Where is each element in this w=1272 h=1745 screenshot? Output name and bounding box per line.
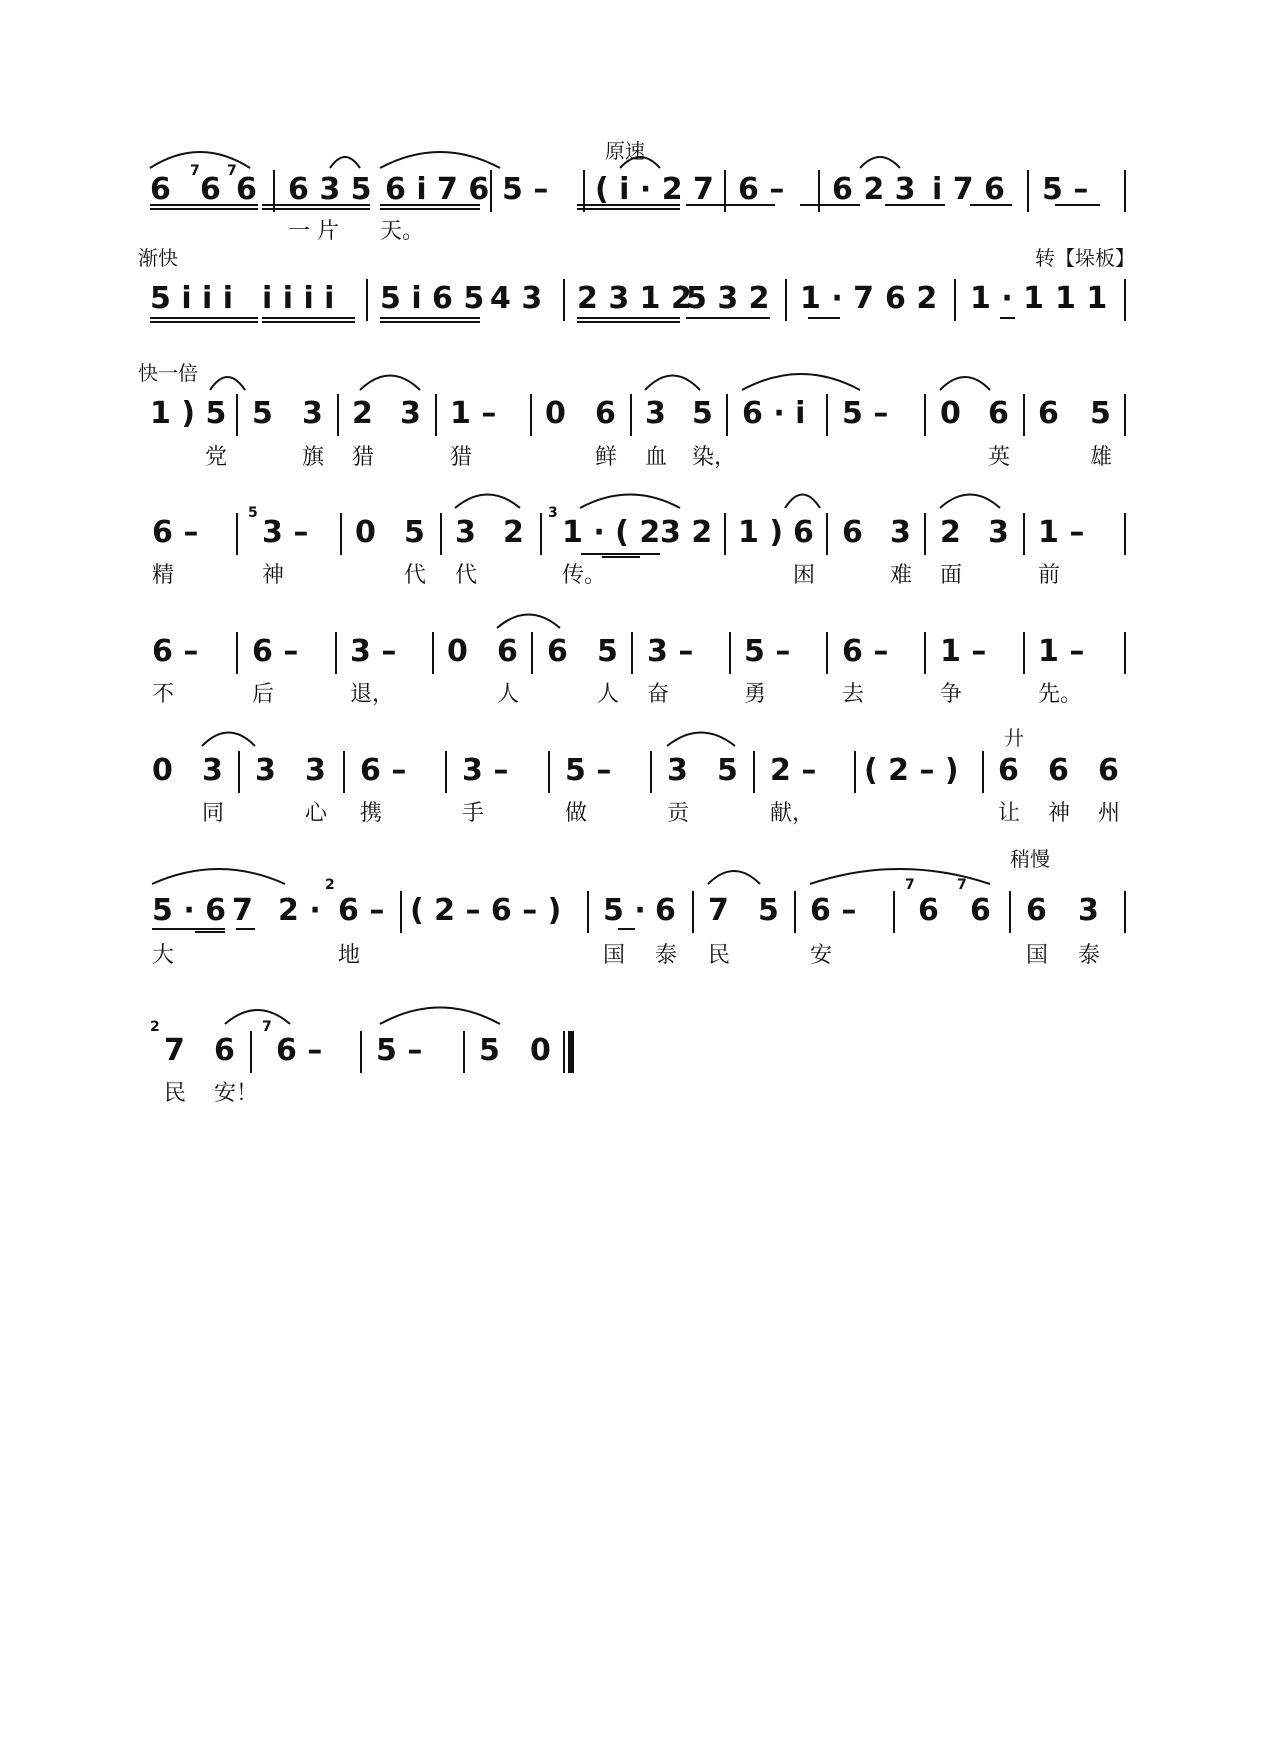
note: 3 — [667, 753, 688, 788]
note: 3 — [202, 753, 223, 788]
barline — [650, 751, 652, 793]
note-group: 1 · ( 2 — [562, 515, 661, 550]
barline — [753, 751, 755, 793]
note-group: 1 · 1 — [970, 281, 1045, 316]
barline — [440, 513, 442, 555]
lyric: 天。 — [380, 219, 425, 244]
note-group: 5 i i i — [150, 281, 234, 316]
lyric: 民 — [164, 1081, 187, 1106]
barline — [563, 279, 565, 321]
barline — [826, 513, 828, 555]
note: 3 — [455, 515, 476, 550]
tempo-mark: 快一倍 — [138, 361, 198, 385]
note: 6 — [988, 396, 1009, 431]
barline — [1023, 513, 1025, 555]
note: 6 — [150, 172, 171, 207]
note-group: 3 – — [350, 634, 397, 669]
lyric: 面 — [940, 563, 963, 588]
barline — [818, 170, 820, 212]
note: 6 — [214, 1033, 235, 1068]
barline — [1027, 170, 1029, 212]
note: 3 — [645, 396, 666, 431]
barline — [826, 394, 828, 436]
ornament-mark: 廾 — [1004, 726, 1024, 750]
barline — [360, 1031, 362, 1073]
note-group: 3 – — [262, 515, 309, 550]
barline — [548, 751, 550, 793]
barline — [343, 751, 345, 793]
note: 6 — [595, 396, 616, 431]
lyric: 人 — [497, 682, 520, 707]
note: 6 — [1098, 753, 1119, 788]
lyric: 代 — [455, 563, 478, 588]
barline — [924, 632, 926, 674]
barline — [982, 751, 984, 793]
lyric: 猎 — [352, 445, 375, 470]
note: 6 — [918, 893, 939, 928]
barline — [1023, 632, 1025, 674]
note-group: 6 3 5 — [288, 172, 372, 207]
barline — [729, 632, 731, 674]
barline — [1009, 891, 1011, 933]
lyric: 安！ — [214, 1081, 259, 1106]
barline — [335, 632, 337, 674]
note: 0 — [355, 515, 376, 550]
slur-arc — [152, 869, 285, 884]
barline — [366, 279, 368, 321]
note-group: i 7 6 — [932, 172, 1005, 207]
lyric: 神 — [1048, 801, 1071, 826]
lyric: 不 — [152, 682, 175, 707]
final-barline — [568, 1031, 574, 1073]
barline — [587, 891, 589, 933]
slur-arc — [708, 871, 760, 884]
note: 0 — [152, 753, 173, 788]
lyric: 携 — [360, 801, 383, 826]
lyric: 大 — [152, 943, 175, 968]
note-group: 1 – — [450, 396, 497, 431]
slur-arc — [380, 1008, 500, 1025]
note: 0 — [545, 396, 566, 431]
note: 3 — [988, 515, 1009, 550]
note-group: 4 3 — [490, 281, 543, 316]
note: 7 — [708, 893, 729, 928]
note: 3 — [305, 753, 326, 788]
note: 3 — [302, 396, 323, 431]
note-group: 6 – — [276, 1033, 323, 1068]
note: 3 — [1078, 893, 1099, 928]
lyric: 猎 — [450, 445, 473, 470]
lyric: 贡 — [667, 801, 690, 826]
barline — [854, 751, 856, 793]
lyric: 退， — [350, 682, 395, 707]
slur-arc — [742, 374, 860, 390]
slur-arc — [667, 733, 735, 747]
slur-arc — [330, 157, 360, 168]
note-group: 6 – — [152, 515, 199, 550]
note-group: 6 – — [338, 893, 385, 928]
note: 5 — [597, 634, 618, 669]
lyric: 同 — [202, 801, 225, 826]
note-group: 1 – — [1038, 634, 1085, 669]
note: 5 — [1090, 396, 1111, 431]
barline — [924, 394, 926, 436]
note: 6 — [236, 172, 257, 207]
note-group: 2 · — [278, 893, 321, 928]
note-group: 6 i 7 6 — [385, 172, 490, 207]
note-group: 6 – — [810, 893, 857, 928]
barline — [463, 1031, 465, 1073]
lyric: 血 — [645, 445, 668, 470]
lyric: 手 — [462, 801, 485, 826]
note: 5 — [758, 893, 779, 928]
note-group: 6 · i — [742, 396, 806, 431]
barline — [273, 170, 275, 212]
note-group: 3 – — [647, 634, 694, 669]
note-group: 5 i 6 5 — [380, 281, 485, 316]
barline — [340, 513, 342, 555]
lyric: 让 — [998, 801, 1021, 826]
note-group: 1 – — [940, 634, 987, 669]
note-group: ( 2 – 6 – ) — [410, 893, 562, 928]
note-group: 6 – — [360, 753, 407, 788]
slur-arc — [455, 495, 520, 509]
note: 6 — [793, 515, 814, 550]
note-group: 5 – — [502, 172, 549, 207]
lyric: 奋 — [647, 682, 670, 707]
note-group: 6 – — [152, 634, 199, 669]
barline — [954, 279, 956, 321]
note: 6 — [655, 893, 676, 928]
lyric: 党 — [205, 445, 228, 470]
lyric: 雄 — [1090, 445, 1113, 470]
note: 6 — [547, 634, 568, 669]
barline — [1124, 394, 1126, 436]
tempo-mark: 原速 — [605, 139, 645, 163]
note: 3 — [400, 396, 421, 431]
note-group: 5 · 6 — [152, 893, 227, 928]
lyric: 代 — [404, 563, 427, 588]
note-group: 1 ) 5 — [150, 396, 227, 431]
barline — [794, 891, 796, 933]
barline — [337, 394, 339, 436]
lyric: 神 — [262, 563, 285, 588]
barline — [893, 891, 895, 933]
slur-arc — [940, 377, 990, 390]
note: 6 — [1048, 753, 1069, 788]
grace-note: 3 — [548, 505, 558, 521]
barline — [1023, 394, 1025, 436]
barline — [924, 513, 926, 555]
barline — [630, 394, 632, 436]
lyric: 先。 — [1038, 682, 1083, 707]
lyric: 献， — [770, 801, 815, 826]
barline — [826, 632, 828, 674]
slur-arc — [860, 157, 900, 168]
note: 5 — [252, 396, 273, 431]
note-group: ( 2 – ) — [864, 753, 959, 788]
note-group: 5 · — [603, 893, 646, 928]
lyric: 州 — [1098, 801, 1121, 826]
lyric: 地 — [338, 943, 361, 968]
grace-note: 7 — [957, 877, 967, 893]
grace-note: 7 — [262, 1019, 272, 1035]
slur-arc — [497, 615, 560, 629]
barline — [445, 751, 447, 793]
lyric: 旗 — [302, 445, 325, 470]
grace-note: 7 — [190, 163, 200, 179]
lyric: 困 — [793, 563, 816, 588]
lyric: 人 — [597, 682, 620, 707]
barline — [400, 891, 402, 933]
note-group: 5 – — [565, 753, 612, 788]
note-group: 6 – — [738, 172, 785, 207]
barline — [1124, 891, 1126, 933]
slur-arc — [210, 377, 245, 390]
note: 3 — [890, 515, 911, 550]
note-group: 1 ) — [738, 515, 784, 550]
barline — [1124, 632, 1126, 674]
barline — [724, 513, 726, 555]
grace-note: 7 — [905, 877, 915, 893]
lyric: 国 — [1026, 943, 1049, 968]
barline — [1124, 170, 1126, 212]
note: 5 — [404, 515, 425, 550]
tempo-mark: 渐快 — [138, 246, 178, 270]
note: 7 — [232, 893, 253, 928]
barline — [692, 891, 694, 933]
lyric: 难 — [890, 563, 913, 588]
barline — [238, 751, 240, 793]
note: 0 — [940, 396, 961, 431]
slur-arc — [645, 376, 700, 391]
note-group: 5 – — [744, 634, 791, 669]
barline — [531, 632, 533, 674]
slur-arc — [225, 1010, 290, 1024]
note: 6 — [842, 515, 863, 550]
note-group: 5 – — [376, 1033, 423, 1068]
grace-note: 5 — [248, 505, 258, 521]
note: 6 — [200, 172, 221, 207]
barline — [530, 394, 532, 436]
barline — [631, 632, 633, 674]
slur-arc — [202, 733, 255, 747]
note-group: ( i · 2 7 — [595, 172, 714, 207]
lyric: 勇 — [744, 682, 767, 707]
note-group: 6 – — [842, 634, 889, 669]
lyric: 精 — [152, 563, 175, 588]
grace-note: 2 — [150, 1019, 160, 1035]
slur-arc — [940, 495, 1000, 509]
barline — [236, 632, 238, 674]
slur-arc — [380, 152, 500, 168]
barline — [435, 394, 437, 436]
note-group: 2 – — [770, 753, 817, 788]
note-group: 1 · 7 — [800, 281, 875, 316]
note: 6 — [497, 634, 518, 669]
barline — [1124, 279, 1126, 321]
lyric: 传。 — [562, 563, 607, 588]
lyric: 染， — [692, 445, 737, 470]
barline — [785, 279, 787, 321]
note: 2 — [352, 396, 373, 431]
note-group: 1 – — [1038, 515, 1085, 550]
barline — [1124, 513, 1126, 555]
barline — [724, 170, 726, 212]
note-group: 6 2 3 — [832, 172, 916, 207]
note-group: 1 1 — [1055, 281, 1108, 316]
barline — [236, 513, 238, 555]
lyric: 泰 — [1078, 943, 1101, 968]
lyric: 鲜 — [595, 445, 618, 470]
note: 6 — [1026, 893, 1047, 928]
note-group: 5 – — [842, 396, 889, 431]
note: 3 — [255, 753, 276, 788]
slur-arc — [360, 376, 420, 391]
note-group: i i i i — [262, 281, 335, 316]
note: 5 — [479, 1033, 500, 1068]
tempo-mark: 稍慢 — [1010, 847, 1050, 871]
note: 7 — [164, 1033, 185, 1068]
note-group: 3 2 — [660, 515, 713, 550]
barline — [236, 394, 238, 436]
barline — [563, 1031, 565, 1073]
lyric: 安 — [810, 943, 833, 968]
note: 5 — [717, 753, 738, 788]
note: 0 — [530, 1033, 551, 1068]
barline — [540, 513, 542, 555]
barline — [583, 170, 585, 212]
barline — [726, 394, 728, 436]
note-group: 6 2 — [885, 281, 938, 316]
lyric: 前 — [1038, 563, 1061, 588]
note: 2 — [503, 515, 524, 550]
lyric: 泰 — [655, 943, 678, 968]
lyric: 英 — [988, 445, 1011, 470]
note: 2 — [940, 515, 961, 550]
grace-note: 7 — [227, 163, 237, 179]
note-group: 2 3 1 2 — [577, 281, 692, 316]
lyric: 争 — [940, 682, 963, 707]
lyric: 后 — [252, 682, 275, 707]
note-group: 5 – — [1042, 172, 1089, 207]
tempo-mark: 转【垛板】 — [1035, 246, 1135, 270]
lyric: 民 — [708, 943, 731, 968]
note: 6 — [1038, 396, 1059, 431]
slur-arc — [580, 495, 680, 509]
barline — [490, 170, 492, 212]
note-group: 3 – — [462, 753, 509, 788]
lyric: 一 片 — [288, 219, 339, 244]
slur-arc — [785, 495, 820, 509]
lyric: 去 — [842, 682, 865, 707]
barline — [432, 632, 434, 674]
barline — [250, 1031, 252, 1073]
lyric: 国 — [603, 943, 626, 968]
note: 6 — [998, 753, 1019, 788]
grace-note: 2 — [325, 877, 335, 893]
note: 0 — [447, 634, 468, 669]
note: 5 — [692, 396, 713, 431]
note-group: 6 – — [252, 634, 299, 669]
note-group: 5 3 2 — [686, 281, 770, 316]
note: 6 — [970, 893, 991, 928]
lyric: 做 — [565, 801, 588, 826]
lyric: 心 — [305, 801, 328, 826]
